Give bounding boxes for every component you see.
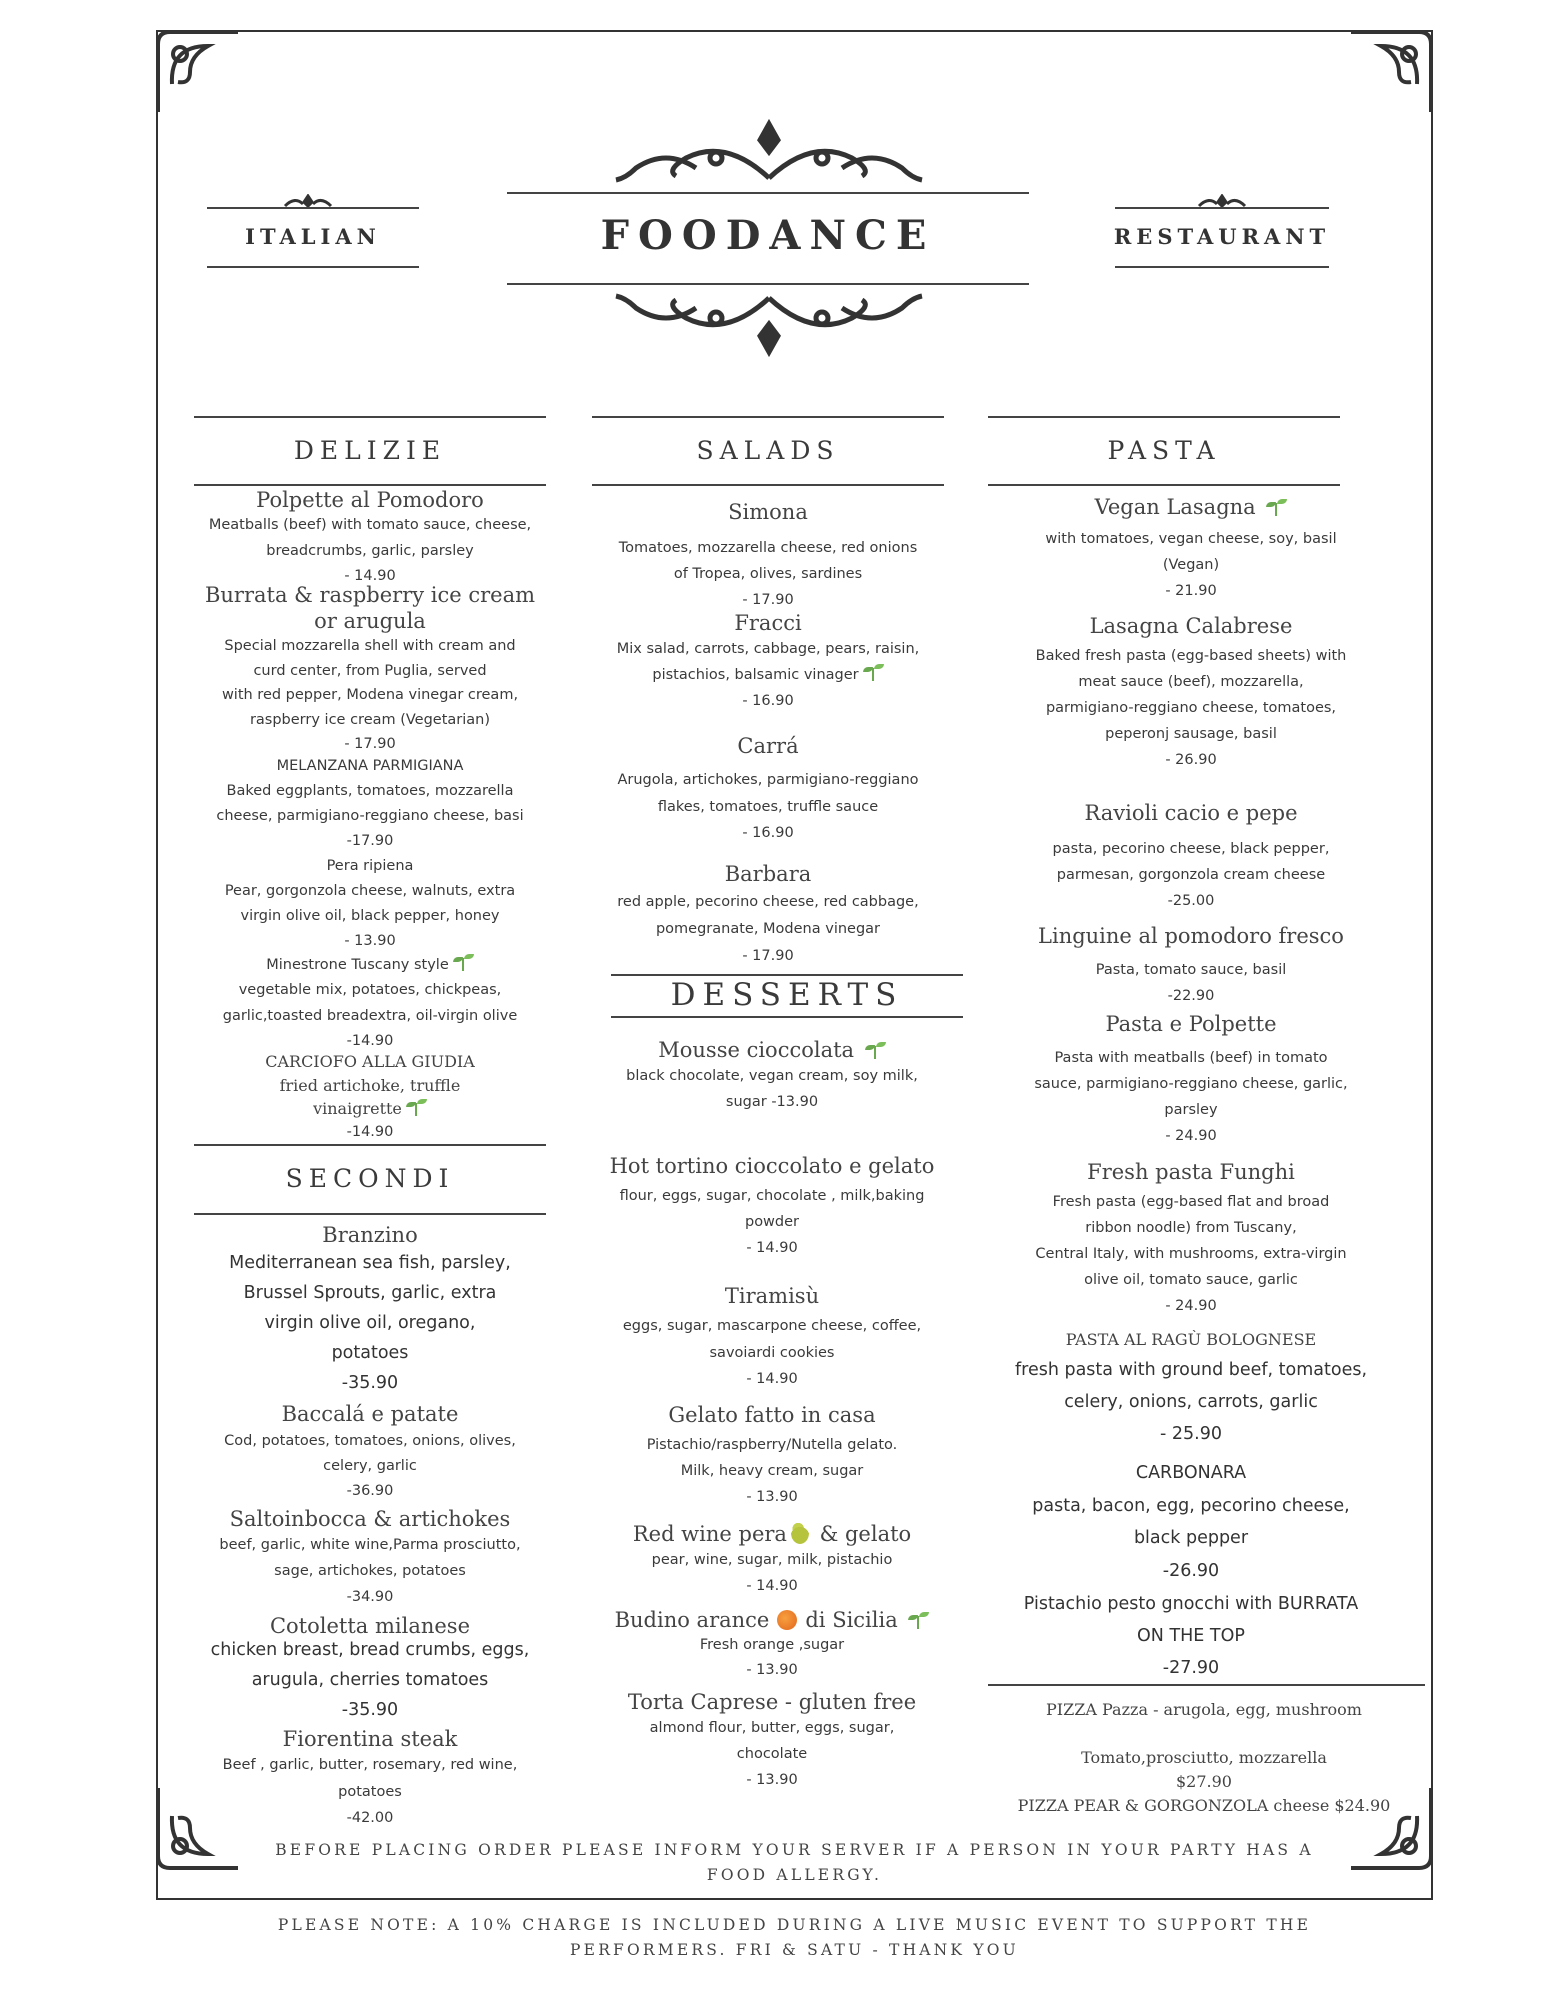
header-rule [1115, 207, 1329, 209]
item-price: - 14.90 [746, 1240, 798, 1256]
item-price: -14.90 [346, 1033, 394, 1049]
item-title: Saltoinbocca & artichokes [229, 1507, 511, 1531]
item-description: Special mozzarella shell with cream and [224, 638, 516, 654]
item-price: - 16.90 [742, 693, 794, 709]
item-description: Fresh pasta (egg-based flat and broad [1052, 1194, 1330, 1210]
secondi-heading-rule-bottom [194, 1213, 546, 1215]
item-title: Barbara [724, 862, 812, 886]
item-description: garlic,toasted breadextra, oil-virgin olive [222, 1007, 518, 1024]
item-description: meat sauce (beef), mozzarella, [1078, 674, 1304, 690]
menu-item [160, 1726, 580, 1832]
item-title: or arugula [314, 609, 426, 633]
menu-item [160, 853, 580, 954]
secondi-heading-rule-top [194, 1144, 546, 1146]
item-title: MELANZANA PARMIGIANA [276, 758, 464, 774]
item-description: Pistachio/raspberry/Nutella gelato. [646, 1437, 898, 1453]
item-description: chocolate [736, 1746, 808, 1762]
item-title: Fiorentina steak [282, 1727, 458, 1751]
header-rule [207, 266, 419, 268]
item-title: CARCIOFO ALLA GIUDIA [265, 1052, 475, 1071]
pasta-heading-rule-top [988, 416, 1340, 418]
item-description: sugar -13.90 [725, 1094, 819, 1110]
menu-item [971, 1457, 1411, 1587]
orange-icon [777, 1610, 797, 1630]
menu-item [558, 610, 978, 714]
menu-item [558, 861, 978, 970]
item-description: flour, eggs, sugar, chocolate , milk,baking [619, 1188, 925, 1204]
item-description: Baked fresh pasta (egg-based sheets) with [1035, 648, 1347, 664]
salads-heading-rule-bottom [592, 484, 944, 486]
menu-item [971, 1011, 1411, 1149]
pear-icon [791, 1522, 809, 1544]
item-title [160, 952, 580, 978]
item-description: with red pepper, Modena vinegar cream, [221, 687, 519, 703]
item-description [558, 662, 978, 688]
item-price: - 14.90 [746, 1371, 798, 1387]
text-segment: Mousse cioccolata [658, 1038, 861, 1062]
item-description: pear, wine, sugar, milk, pistachio [651, 1552, 893, 1568]
item-price: -26.90 [1162, 1560, 1220, 1581]
item-title: Baccalá e patate [281, 1402, 459, 1426]
item-price: -14.90 [346, 1123, 394, 1140]
menu-item [160, 1050, 580, 1144]
item-title: Hot tortino cioccolato e gelato [609, 1154, 935, 1178]
item-title: Torta Caprese - gluten free [627, 1690, 917, 1714]
sprout-icon [864, 1041, 886, 1059]
spacer [971, 826, 1411, 836]
item-title: Branzino [322, 1223, 418, 1247]
menu-item [552, 1283, 992, 1393]
text-segment: Vegan Lasagna [1094, 495, 1263, 519]
item-description: Mix salad, carrots, cabbage, pears, raisin, [616, 641, 920, 657]
sprout-icon [862, 663, 884, 681]
item-description [160, 1097, 580, 1121]
desserts-heading-rule-bottom [611, 1016, 963, 1018]
service-charge-note-line: PLEASE NOTE: A 10% CHARGE IS INCLUDED DURING A LIVE MUSIC EVENT TO SUPPORT THE [277, 1916, 1312, 1934]
text-segment: Budino arance [614, 1608, 770, 1632]
item-description: Tomatoes, mozzarella cheese, red onions [618, 540, 918, 556]
item-description: arugula, cherries tomatoes [251, 1670, 489, 1690]
item-price: - 21.90 [1165, 583, 1217, 599]
item-title: Lasagna Calabrese [1089, 614, 1293, 638]
menu-item [558, 733, 978, 847]
item-description: Central Italy, with mushrooms, extra-virgin [1035, 1246, 1347, 1262]
item-description: Pasta, tomato sauce, basil [1095, 962, 1287, 978]
spacer [558, 525, 978, 535]
item-title [552, 1607, 992, 1633]
menu-item [971, 1159, 1411, 1319]
item-description: Cod, potatoes, tomatoes, onions, olives, [224, 1433, 516, 1449]
corner-ornament-icon [150, 24, 240, 114]
label-italian: ITALIAN [245, 224, 381, 249]
item-title: Ravioli cacio e pepe [1084, 801, 1298, 825]
item-description: breadcrumbs, garlic, parsley [266, 542, 474, 559]
item-description: Pasta with meatballs (beef) in tomato [1054, 1050, 1328, 1066]
item-title: Carrá [737, 734, 799, 758]
item-price: - 13.90 [344, 933, 396, 949]
header-rule [507, 192, 1029, 194]
item-description: savoiardi cookies [709, 1344, 835, 1361]
item-description: Meatballs (beef) with tomato sauce, cheese, [208, 517, 532, 533]
pizza-line: Tomato,prosciutto, mozzarella [1081, 1748, 1327, 1767]
item-description: almond flour, butter, eggs, sugar, [649, 1720, 895, 1736]
pizza-price: $27.90 [1176, 1772, 1232, 1791]
item-title: Simona [728, 500, 808, 524]
item-description: Baked eggplants, tomatoes, mozzarella [226, 783, 514, 799]
item-description: curd center, from Puglia, served [253, 662, 487, 679]
item-description: chicken breast, bread crumbs, eggs, [210, 1640, 530, 1660]
item-price: -35.90 [341, 1373, 399, 1393]
sprout-icon [405, 1098, 427, 1116]
flourish-top-icon [606, 118, 932, 186]
item-price: -34.90 [346, 1589, 394, 1605]
item-description: sage, artichokes, potatoes [274, 1563, 466, 1579]
menu-item [160, 1613, 580, 1725]
menu-item [971, 923, 1411, 1009]
item-description: Fresh orange ,sugar [699, 1637, 845, 1653]
item-description: Milk, heavy cream, sugar [680, 1463, 864, 1479]
label-restaurant: RESTAURANT [1113, 224, 1331, 249]
small-flourish-icon [1197, 194, 1247, 208]
sprout-icon [907, 1611, 929, 1629]
text-segment: Red wine pera [632, 1522, 787, 1546]
item-price: -27.90 [1162, 1658, 1220, 1678]
spacer [971, 1037, 1411, 1045]
item-description: fresh pasta with ground beef, tomatoes, [1014, 1360, 1368, 1380]
header-rule [1115, 266, 1329, 268]
item-description: Arugola, artichokes, parmigiano-reggiano [617, 772, 919, 788]
item-price: -25.00 [1167, 893, 1215, 909]
text-segment: Minestrone Tuscany style [266, 957, 449, 973]
menu-item [552, 1402, 992, 1510]
item-title: Linguine al pomodoro fresco [1038, 924, 1344, 948]
item-description: beef, garlic, white wine,Parma prosciutto, [219, 1537, 521, 1553]
item-description: potatoes [331, 1343, 409, 1363]
header-rule [207, 207, 419, 209]
menu-item [971, 613, 1411, 773]
item-description: raspberry ice cream (Vegetarian) [249, 711, 491, 728]
item-price: - 17.90 [742, 948, 794, 964]
item-description: parsley [1164, 1102, 1218, 1118]
item-title [552, 1521, 992, 1547]
menu-item [971, 494, 1411, 604]
item-description: black pepper [1133, 1528, 1249, 1548]
small-flourish-icon [283, 194, 333, 208]
text-segment: vinaigrette [313, 1099, 402, 1118]
allergy-notice-line: BEFORE PLACING ORDER PLEASE INFORM YOUR SERVER IF A PERSON IN YOUR PARTY HAS A [275, 1841, 1314, 1859]
item-description: of Tropea, olives, sardines [673, 566, 863, 582]
item-description: sauce, parmigiano-reggiano cheese, garlic, [1034, 1076, 1348, 1092]
item-title: Fresh pasta Funghi [1087, 1160, 1295, 1184]
restaurant-title: FOODANCE [600, 212, 936, 259]
menu-item [160, 487, 580, 590]
menu-item [971, 1588, 1411, 1684]
item-title: PASTA AL RAGÙ BOLOGNESE [1065, 1330, 1317, 1349]
allergy-notice-line: FOOD ALLERGY. [706, 1866, 883, 1884]
delizie-heading-rule-top [194, 416, 546, 418]
item-title: Pera ripiena [326, 858, 414, 874]
item-description: parmesan, gorgonzola cream cheese [1056, 867, 1326, 883]
item-description: black chocolate, vegan cream, soy milk, [626, 1068, 918, 1084]
item-description: pasta, pecorino cheese, black pepper, [1052, 841, 1330, 857]
delizie-heading: DELIZIE [293, 436, 447, 465]
item-description: fried artichoke, truffle [279, 1075, 461, 1095]
desserts-heading: DESSERTS [670, 977, 904, 1013]
item-price: - 26.90 [1165, 752, 1217, 768]
pizza-rule [988, 1684, 1425, 1686]
sprout-icon [452, 953, 474, 971]
item-description: celery, onions, carrots, garlic [1064, 1392, 1318, 1412]
spacer [558, 759, 978, 767]
pizza-line: PIZZA Pazza - arugola, egg, mushroom [1046, 1700, 1362, 1719]
item-description: (Vegan) [1162, 557, 1220, 573]
pasta-heading: PASTA [1107, 436, 1221, 465]
item-description: Brussel Sprouts, garlic, extra [243, 1283, 497, 1303]
item-price: -42.00 [346, 1810, 394, 1826]
item-price: - 13.90 [746, 1662, 798, 1678]
flourish-bottom-icon [606, 290, 932, 358]
item-title: CARBONARA [1135, 1463, 1247, 1483]
menu-item [558, 499, 978, 613]
item-price: - 25.90 [1160, 1424, 1222, 1444]
item-price: -36.90 [346, 1483, 394, 1499]
item-title: Pasta e Polpette [1105, 1012, 1277, 1036]
item-title: Pistachio pesto gnocchi with BURRATA [1023, 1594, 1359, 1614]
item-title [971, 494, 1411, 520]
menu-item [160, 1401, 580, 1504]
item-description: ribbon noodle) from Tuscany, [1085, 1220, 1297, 1236]
item-price: - 14.90 [746, 1578, 798, 1594]
salads-heading: SALADS [696, 436, 840, 465]
item-description: eggs, sugar, mascarpone cheese, coffee, [622, 1318, 922, 1334]
header-rule [507, 283, 1029, 285]
pizza-line: PIZZA PEAR & GORGONZOLA cheese $24.90 [1017, 1796, 1391, 1815]
item-price: - 13.90 [746, 1772, 798, 1788]
item-description: cheese, parmigiano-reggiano cheese, basi [216, 808, 524, 824]
item-description: pasta, bacon, egg, pecorino cheese, [1032, 1495, 1350, 1516]
text-segment: pistachios, balsamic vinager [652, 667, 859, 683]
text-segment: & gelato [812, 1522, 912, 1546]
menu-item [971, 800, 1411, 914]
item-price: - 17.90 [344, 736, 396, 752]
item-description: parmigiano-reggiano cheese, tomatoes, [1045, 700, 1337, 716]
pizza-list [1004, 1698, 1404, 1818]
item-description: olive oil, tomato sauce, garlic [1084, 1272, 1298, 1288]
item-description: potatoes [338, 1783, 402, 1800]
pasta-heading-rule-bottom [988, 484, 1340, 486]
desserts-heading-rule-top [611, 974, 963, 976]
sprout-icon [1265, 498, 1287, 516]
item-price: -35.90 [341, 1700, 399, 1720]
item-description: peperonj sausage, basil [1105, 726, 1277, 742]
item-price: - 17.90 [742, 592, 794, 608]
secondi-heading: SECONDI [285, 1164, 455, 1193]
item-title: Gelato fatto in casa [668, 1403, 876, 1427]
menu-item [552, 1037, 992, 1115]
item-description: Pear, gorgonzola cheese, walnuts, extra [224, 883, 516, 899]
menu-item [160, 582, 580, 757]
item-price: - 14.90 [344, 568, 396, 584]
item-price: - 24.90 [1165, 1298, 1217, 1314]
service-charge-note-line: PERFORMERS. FRI & SATU - THANK YOU [570, 1941, 1019, 1959]
item-title: Polpette al Pomodoro [256, 488, 484, 512]
item-price: - 16.90 [742, 825, 794, 841]
menu-item [552, 1153, 992, 1261]
menu-item [971, 1326, 1411, 1450]
spacer [971, 949, 1411, 957]
menu-item [160, 1506, 580, 1610]
text-segment: di Sicilia [805, 1608, 905, 1632]
menu-item [552, 1689, 992, 1793]
item-description: virgin olive oil, black pepper, honey [240, 908, 500, 924]
item-description: vegetable mix, potatoes, chickpeas, [238, 982, 502, 998]
item-price: - 13.90 [746, 1489, 798, 1505]
item-description: virgin olive oil, oregano, [264, 1313, 476, 1333]
item-description: Mediterranean sea fish, parsley, [229, 1253, 511, 1273]
menu-item [552, 1607, 992, 1683]
item-title: Tiramisù [724, 1284, 820, 1308]
item-description: Beef , garlic, butter, rosemary, red wine, [222, 1757, 518, 1773]
corner-ornament-icon [1349, 24, 1439, 114]
item-title [552, 1037, 992, 1063]
menu-item [552, 1521, 992, 1599]
item-description: flakes, tomatoes, truffle sauce [657, 798, 879, 815]
item-price: - 24.90 [1165, 1128, 1217, 1144]
item-description: red apple, pecorino cheese, red cabbage, [617, 894, 919, 910]
item-title: ON THE TOP [1137, 1626, 1245, 1646]
item-price: -22.90 [1167, 988, 1215, 1004]
item-description: powder [744, 1214, 800, 1230]
salads-heading-rule-top [592, 416, 944, 418]
item-title: Fracci [734, 611, 802, 635]
delizie-heading-rule-bottom [194, 484, 546, 486]
item-description: celery, garlic [323, 1458, 417, 1474]
item-description: pomegranate, Modena vinegar [655, 921, 881, 937]
item-price: -17.90 [346, 833, 394, 849]
menu-item [160, 753, 580, 854]
menu-item [160, 952, 580, 1055]
item-description: with tomatoes, vegan cheese, soy, basil [1045, 531, 1337, 547]
item-title: Cotoletta milanese [269, 1614, 471, 1638]
menu-item [160, 1222, 580, 1398]
item-title: Burrata & raspberry ice cream [204, 583, 536, 607]
